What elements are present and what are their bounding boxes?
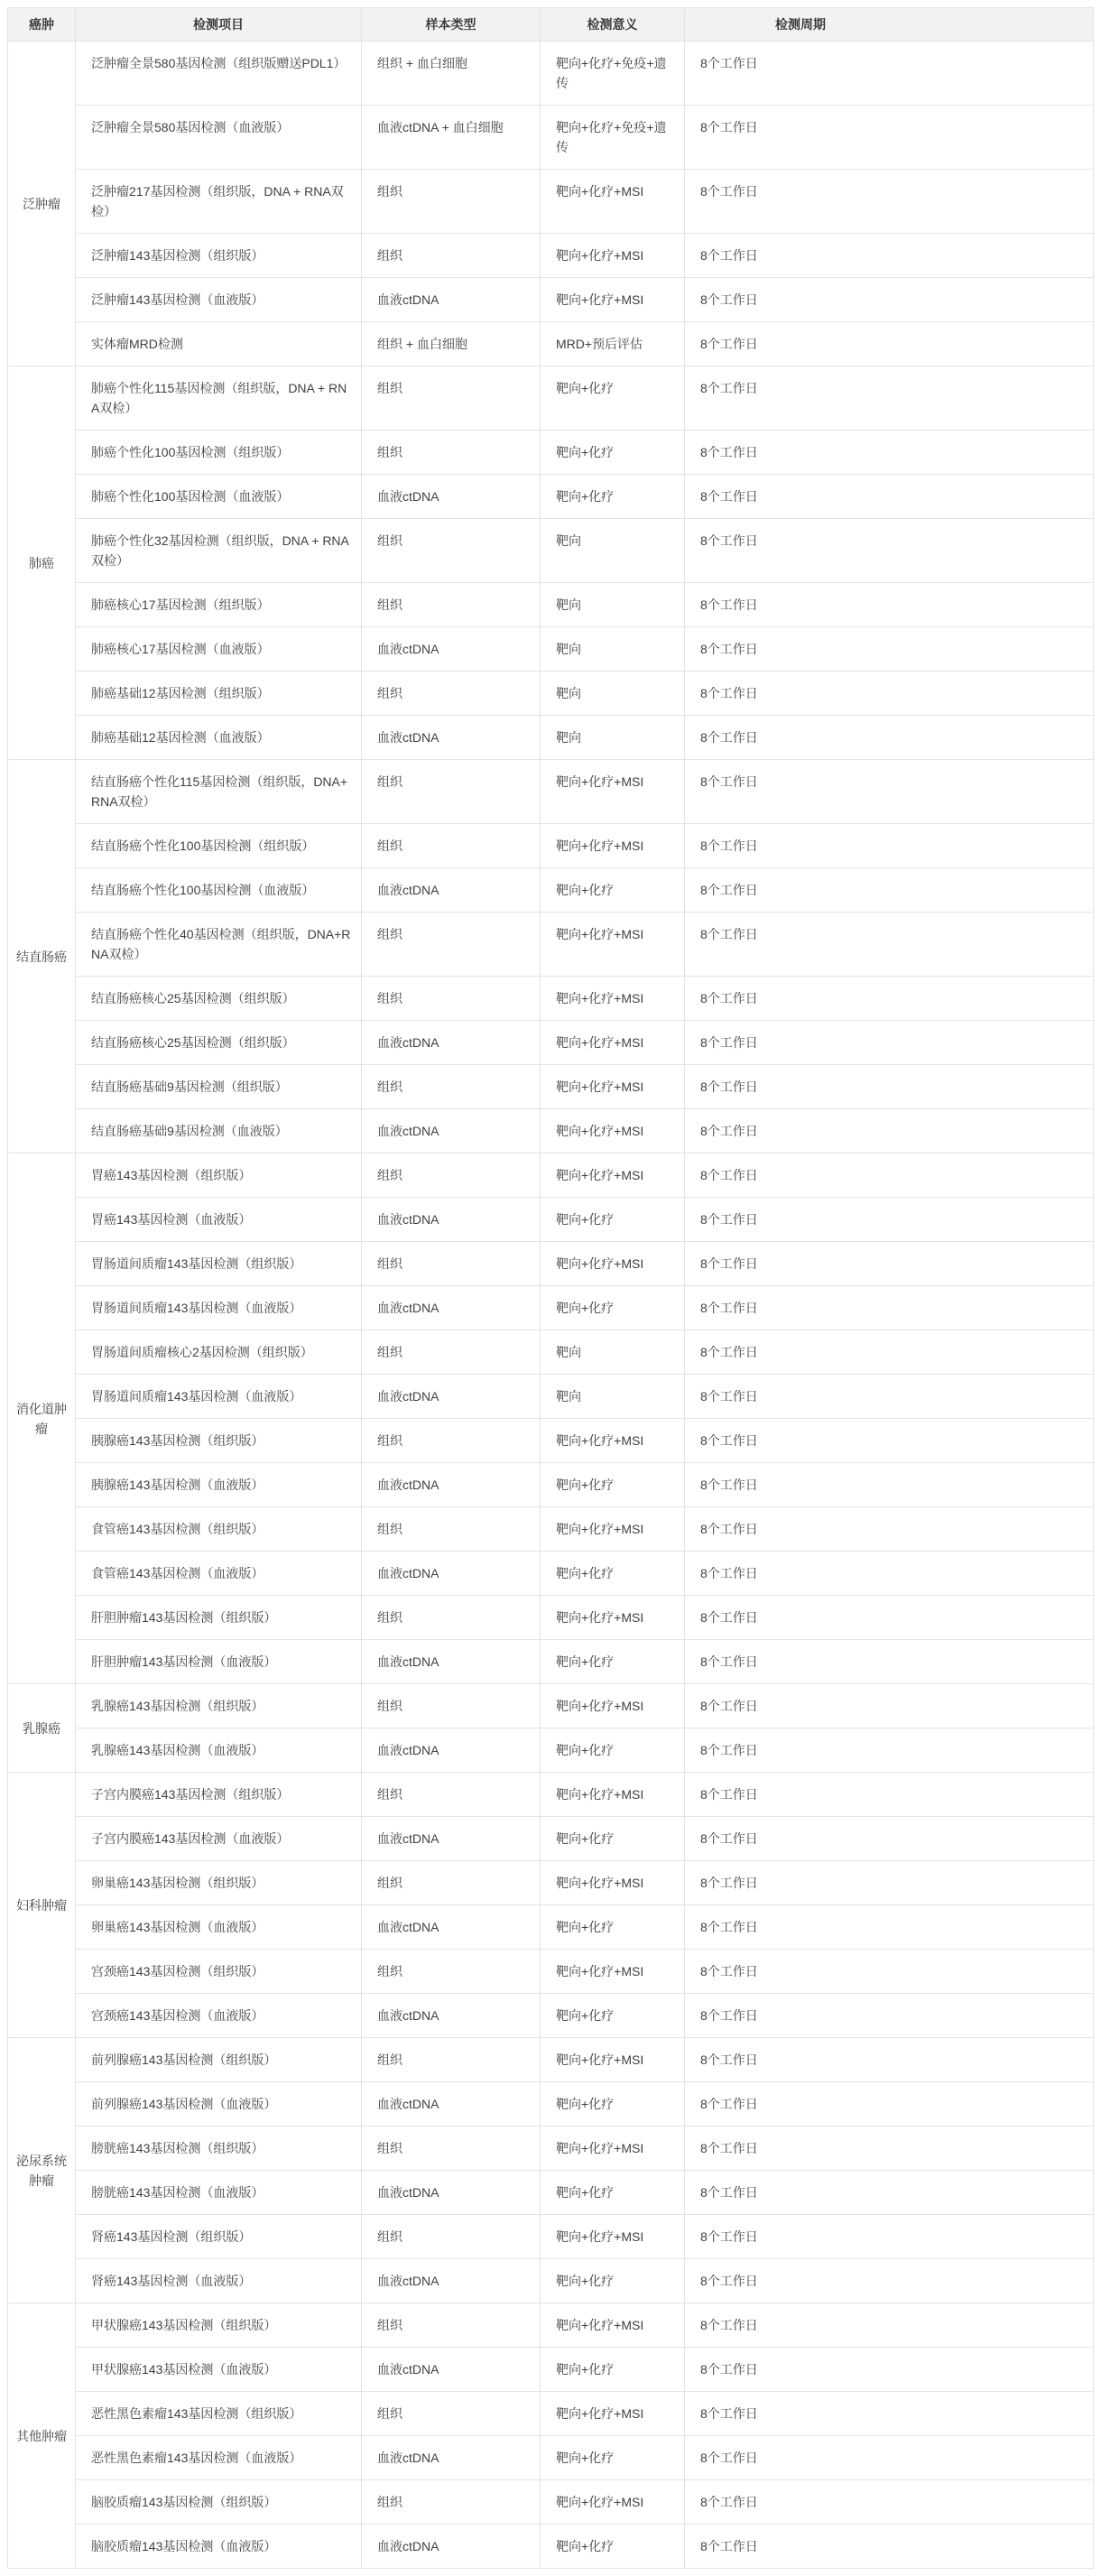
significance-cell: 靶向+化疗+MSI <box>541 2215 685 2259</box>
significance-cell: 靶向+化疗 <box>541 2259 685 2303</box>
cancer-type-cell: 结直肠癌 <box>8 760 76 1154</box>
table-row <box>8 672 1094 716</box>
test-name-cell: 子宫内膜癌143基因检测（组织版） <box>76 1773 362 1817</box>
turnaround-cell: 8个工作日 <box>685 1242 1094 1286</box>
table-row <box>8 1994 1094 2038</box>
turnaround-cell: 8个工作日 <box>685 106 1094 170</box>
sample-type-cell: 组织 <box>362 2127 541 2171</box>
table-row <box>8 627 1094 672</box>
significance-cell: 靶向+化疗+MSI <box>541 1021 685 1065</box>
turnaround-cell: 8个工作日 <box>685 2082 1094 2127</box>
turnaround-cell: 8个工作日 <box>685 1552 1094 1596</box>
sample-type-cell: 组织 <box>362 1684 541 1728</box>
table-row <box>8 106 1094 170</box>
turnaround-cell: 8个工作日 <box>685 1905 1094 1950</box>
table-row <box>8 475 1094 519</box>
significance-cell: 靶向+化疗+MSI <box>541 1242 685 1286</box>
test-name-cell: 宫颈癌143基因检测（组织版） <box>76 1950 362 1994</box>
table-row <box>8 2259 1094 2303</box>
table-row <box>8 977 1094 1021</box>
turnaround-cell: 8个工作日 <box>685 2436 1094 2480</box>
test-name-cell: 食管癌143基因检测（血液版） <box>76 1552 362 1596</box>
table-row <box>8 2436 1094 2480</box>
significance-cell: 靶向 <box>541 583 685 627</box>
sample-type-cell: 组织 <box>362 170 541 234</box>
cancer-type-cell: 泌尿系统肿瘤 <box>8 2038 76 2303</box>
test-name-cell: 胃肠道间质瘤143基因检测（血液版） <box>76 1286 362 1330</box>
turnaround-cell: 8个工作日 <box>685 170 1094 234</box>
table-row <box>8 1330 1094 1375</box>
sample-type-cell: 组织 <box>362 366 541 431</box>
table-row <box>8 1950 1094 1994</box>
significance-cell: 靶向+化疗+MSI <box>541 1861 685 1905</box>
table-row <box>8 1552 1094 1596</box>
sample-type-cell: 组织 <box>362 824 541 868</box>
table-row <box>8 2392 1094 2436</box>
sample-type-cell: 血液ctDNA <box>362 1375 541 1419</box>
test-name-cell: 泛肿瘤143基因检测（血液版） <box>76 278 362 322</box>
turnaround-cell: 8个工作日 <box>685 1154 1094 1198</box>
table-row <box>8 1154 1094 1198</box>
table-row <box>8 42 1094 106</box>
table-row <box>8 366 1094 431</box>
table-row <box>8 1065 1094 1109</box>
sample-type-cell: 组织 <box>362 1596 541 1640</box>
turnaround-cell: 8个工作日 <box>685 1463 1094 1507</box>
test-name-cell: 结直肠癌基础9基因检测（血液版） <box>76 1109 362 1154</box>
table-row <box>8 1507 1094 1552</box>
significance-cell: 靶向+化疗+MSI <box>541 1684 685 1728</box>
sample-type-cell: 血液ctDNA <box>362 278 541 322</box>
table-row <box>8 519 1094 583</box>
table-row <box>8 2082 1094 2127</box>
significance-cell: 靶向+化疗 <box>541 2348 685 2392</box>
turnaround-cell: 8个工作日 <box>685 760 1094 824</box>
test-name-cell: 结直肠癌个性化115基因检测（组织版，DNA+RNA双检） <box>76 760 362 824</box>
turnaround-cell: 8个工作日 <box>685 672 1094 716</box>
test-name-cell: 甲状腺癌143基因检测（血液版） <box>76 2348 362 2392</box>
table-row <box>8 716 1094 760</box>
test-name-cell: 前列腺癌143基因检测（组织版） <box>76 2038 362 2082</box>
turnaround-cell: 8个工作日 <box>685 1198 1094 1242</box>
sample-type-cell: 血液ctDNA <box>362 2082 541 2127</box>
sample-type-cell: 血液ctDNA <box>362 1552 541 1596</box>
significance-cell: 靶向+化疗+MSI <box>541 1109 685 1154</box>
table-row <box>8 278 1094 322</box>
test-name-cell: 肺癌核心17基因检测（血液版） <box>76 627 362 672</box>
turnaround-cell: 8个工作日 <box>685 716 1094 760</box>
test-name-cell: 乳腺癌143基因检测（血液版） <box>76 1728 362 1773</box>
test-name-cell: 结直肠癌核心25基因检测（组织版） <box>76 977 362 1021</box>
gene-test-table <box>7 7 1094 2569</box>
test-name-cell: 乳腺癌143基因检测（组织版） <box>76 1684 362 1728</box>
significance-cell: 靶向+化疗 <box>541 2436 685 2480</box>
significance-cell: 靶向+化疗 <box>541 2171 685 2215</box>
sample-type-cell: 血液ctDNA <box>362 868 541 913</box>
significance-cell: 靶向+化疗 <box>541 1994 685 2038</box>
significance-cell: 靶向+化疗+MSI <box>541 2480 685 2525</box>
significance-cell: 靶向+化疗+MSI <box>541 170 685 234</box>
turnaround-cell: 8个工作日 <box>685 2171 1094 2215</box>
significance-cell: 靶向+化疗 <box>541 1198 685 1242</box>
turnaround-cell: 8个工作日 <box>685 278 1094 322</box>
turnaround-cell: 8个工作日 <box>685 1684 1094 1728</box>
column-header-test-item: 检测项目 <box>76 8 362 42</box>
table-row <box>8 1419 1094 1463</box>
cancer-type-cell: 乳腺癌 <box>8 1684 76 1773</box>
test-name-cell: 膀胱癌143基因检测（组织版） <box>76 2127 362 2171</box>
sample-type-cell: 血液ctDNA <box>362 1640 541 1684</box>
turnaround-cell: 8个工作日 <box>685 42 1094 106</box>
significance-cell: 靶向+化疗 <box>541 868 685 913</box>
sample-type-cell: 血液ctDNA <box>362 1905 541 1950</box>
test-name-cell: 胃癌143基因检测（组织版） <box>76 1154 362 1198</box>
significance-cell: 靶向+化疗+MSI <box>541 234 685 278</box>
column-header-cancer-type: 癌肿 <box>8 8 76 42</box>
significance-cell: 靶向+化疗+MSI <box>541 1065 685 1109</box>
test-name-cell: 卵巢癌143基因检测（血液版） <box>76 1905 362 1950</box>
test-name-cell: 结直肠癌核心25基因检测（组织版） <box>76 1021 362 1065</box>
table-row <box>8 322 1094 366</box>
table-row <box>8 1242 1094 1286</box>
turnaround-cell: 8个工作日 <box>685 913 1094 977</box>
test-name-cell: 脑胶质瘤143基因检测（血液版） <box>76 2525 362 2569</box>
turnaround-cell: 8个工作日 <box>685 519 1094 583</box>
table-row <box>8 2038 1094 2082</box>
sample-type-cell: 组织 <box>362 2392 541 2436</box>
turnaround-cell: 8个工作日 <box>685 1994 1094 2038</box>
test-name-cell: 膀胱癌143基因检测（血液版） <box>76 2171 362 2215</box>
table-row <box>8 2215 1094 2259</box>
sample-type-cell: 组织 <box>362 760 541 824</box>
turnaround-cell: 8个工作日 <box>685 2215 1094 2259</box>
turnaround-cell: 8个工作日 <box>685 1375 1094 1419</box>
cancer-type-cell: 其他肿瘤 <box>8 2303 76 2569</box>
sample-type-cell: 血液ctDNA <box>362 1109 541 1154</box>
sample-type-cell: 血液ctDNA <box>362 1463 541 1507</box>
test-name-cell: 泛肿瘤217基因检测（组织版，DNA + RNA双检） <box>76 170 362 234</box>
significance-cell: 靶向+化疗 <box>541 1817 685 1861</box>
significance-cell: 靶向+化疗+免疫+遗传 <box>541 42 685 106</box>
sample-type-cell: 组织 <box>362 2215 541 2259</box>
significance-cell: 靶向+化疗 <box>541 1552 685 1596</box>
table-row <box>8 2525 1094 2569</box>
table-row <box>8 2348 1094 2392</box>
test-name-cell: 前列腺癌143基因检测（血液版） <box>76 2082 362 2127</box>
significance-cell: 靶向+化疗+MSI <box>541 1596 685 1640</box>
turnaround-cell: 8个工作日 <box>685 1817 1094 1861</box>
significance-cell: 靶向 <box>541 716 685 760</box>
turnaround-cell: 8个工作日 <box>685 1330 1094 1375</box>
significance-cell: 靶向+化疗+MSI <box>541 824 685 868</box>
table-row <box>8 1773 1094 1817</box>
test-name-cell: 肺癌基础12基因检测（血液版） <box>76 716 362 760</box>
turnaround-cell: 8个工作日 <box>685 366 1094 431</box>
sample-type-cell: 血液ctDNA <box>362 627 541 672</box>
test-name-cell: 卵巢癌143基因检测（组织版） <box>76 1861 362 1905</box>
turnaround-cell: 8个工作日 <box>685 2480 1094 2525</box>
table-row <box>8 1684 1094 1728</box>
significance-cell: 靶向+化疗 <box>541 1286 685 1330</box>
turnaround-cell: 8个工作日 <box>685 2259 1094 2303</box>
sample-type-cell: 血液ctDNA <box>362 1198 541 1242</box>
sample-type-cell: 血液ctDNA <box>362 1286 541 1330</box>
sample-type-cell: 组织 <box>362 1773 541 1817</box>
test-name-cell: 甲状腺癌143基因检测（组织版） <box>76 2303 362 2348</box>
table-row <box>8 1375 1094 1419</box>
turnaround-cell: 8个工作日 <box>685 431 1094 475</box>
sample-type-cell: 组织 <box>362 234 541 278</box>
significance-cell: 靶向+化疗 <box>541 2525 685 2569</box>
significance-cell: 靶向+化疗 <box>541 1905 685 1950</box>
significance-cell: 靶向+化疗 <box>541 1640 685 1684</box>
table-row <box>8 583 1094 627</box>
table-row <box>8 1463 1094 1507</box>
test-name-cell: 结直肠癌个性化40基因检测（组织版，DNA+RNA双检） <box>76 913 362 977</box>
turnaround-cell: 8个工作日 <box>685 2348 1094 2392</box>
sample-type-cell: 血液ctDNA <box>362 2436 541 2480</box>
test-name-cell: 肾癌143基因检测（组织版） <box>76 2215 362 2259</box>
cancer-type-cell: 泛肿瘤 <box>8 42 76 366</box>
sample-type-cell: 组织 <box>362 913 541 977</box>
table-row <box>8 1109 1094 1154</box>
sample-type-cell: 组织 <box>362 1861 541 1905</box>
sample-type-cell: 血液ctDNA <box>362 475 541 519</box>
test-name-cell: 肺癌核心17基因检测（组织版） <box>76 583 362 627</box>
test-name-cell: 胃癌143基因检测（血液版） <box>76 1198 362 1242</box>
table-body <box>8 42 1094 2569</box>
cancer-type-cell: 妇科肿瘤 <box>8 1773 76 2038</box>
test-name-cell: 肺癌个性化32基因检测（组织版，DNA + RNA双检） <box>76 519 362 583</box>
sample-type-cell: 组织 <box>362 1419 541 1463</box>
turnaround-cell: 8个工作日 <box>685 2303 1094 2348</box>
significance-cell: 靶向+化疗+MSI <box>541 1773 685 1817</box>
turnaround-cell: 8个工作日 <box>685 977 1094 1021</box>
significance-cell: 靶向+化疗 <box>541 366 685 431</box>
significance-cell: 靶向 <box>541 1330 685 1375</box>
table-row <box>8 1640 1094 1684</box>
test-name-cell: 肺癌个性化100基因检测（血液版） <box>76 475 362 519</box>
test-name-cell: 实体瘤MRD检测 <box>76 322 362 366</box>
column-header-significance: 检测意义 <box>541 8 685 42</box>
significance-cell: 靶向+化疗 <box>541 2082 685 2127</box>
sample-type-cell: 组织 <box>362 1950 541 1994</box>
table-row <box>8 1728 1094 1773</box>
table-row <box>8 431 1094 475</box>
cancer-type-cell: 肺癌 <box>8 366 76 760</box>
sample-type-cell: 组织 + 血白细胞 <box>362 322 541 366</box>
turnaround-cell: 8个工作日 <box>685 1109 1094 1154</box>
table-row <box>8 913 1094 977</box>
significance-cell: 靶向+化疗 <box>541 475 685 519</box>
sample-type-cell: 血液ctDNA <box>362 2525 541 2569</box>
significance-cell: 靶向+化疗+免疫+遗传 <box>541 106 685 170</box>
significance-cell: 靶向+化疗+MSI <box>541 2127 685 2171</box>
turnaround-cell: 8个工作日 <box>685 1861 1094 1905</box>
turnaround-cell: 8个工作日 <box>685 1728 1094 1773</box>
table-header-row <box>8 8 1094 42</box>
sample-type-cell: 血液ctDNA + 血白细胞 <box>362 106 541 170</box>
turnaround-cell: 8个工作日 <box>685 475 1094 519</box>
test-name-cell: 脑胶质瘤143基因检测（组织版） <box>76 2480 362 2525</box>
turnaround-cell: 8个工作日 <box>685 1773 1094 1817</box>
test-name-cell: 肺癌个性化115基因检测（组织版，DNA + RNA双检） <box>76 366 362 431</box>
significance-cell: 靶向+化疗+MSI <box>541 2303 685 2348</box>
sample-type-cell: 血液ctDNA <box>362 1728 541 1773</box>
sample-type-cell: 组织 <box>362 1242 541 1286</box>
significance-cell: 靶向+化疗 <box>541 431 685 475</box>
significance-cell: 靶向+化疗+MSI <box>541 760 685 824</box>
significance-cell: 靶向 <box>541 672 685 716</box>
significance-cell: 靶向+化疗+MSI <box>541 278 685 322</box>
sample-type-cell: 组织 <box>362 1154 541 1198</box>
significance-cell: 靶向+化疗+MSI <box>541 1507 685 1552</box>
test-name-cell: 结直肠癌个性化100基因检测（血液版） <box>76 868 362 913</box>
turnaround-cell: 8个工作日 <box>685 1507 1094 1552</box>
sample-type-cell: 血液ctDNA <box>362 1994 541 2038</box>
column-header-sample-type: 样本类型 <box>362 8 541 42</box>
sample-type-cell: 组织 <box>362 2038 541 2082</box>
turnaround-cell: 8个工作日 <box>685 234 1094 278</box>
turnaround-cell: 8个工作日 <box>685 824 1094 868</box>
significance-cell: 靶向+化疗+MSI <box>541 1419 685 1463</box>
turnaround-cell: 8个工作日 <box>685 1596 1094 1640</box>
sample-type-cell: 组织 <box>362 431 541 475</box>
table-row <box>8 868 1094 913</box>
test-name-cell: 泛肿瘤全景580基因检测（血液版） <box>76 106 362 170</box>
table-row <box>8 234 1094 278</box>
turnaround-cell: 8个工作日 <box>685 322 1094 366</box>
table-row <box>8 1817 1094 1861</box>
test-name-cell: 肾癌143基因检测（血液版） <box>76 2259 362 2303</box>
table-row <box>8 1861 1094 1905</box>
turnaround-cell: 8个工作日 <box>685 583 1094 627</box>
table-row <box>8 1905 1094 1950</box>
sample-type-cell: 血液ctDNA <box>362 1817 541 1861</box>
significance-cell: 靶向+化疗+MSI <box>541 2038 685 2082</box>
test-name-cell: 结直肠癌个性化100基因检测（组织版） <box>76 824 362 868</box>
significance-cell: 靶向+化疗+MSI <box>541 2392 685 2436</box>
table-row <box>8 1286 1094 1330</box>
table-row <box>8 824 1094 868</box>
sample-type-cell: 组织 <box>362 672 541 716</box>
test-name-cell: 泛肿瘤全景580基因检测（组织版赠送PDL1） <box>76 42 362 106</box>
significance-cell: 靶向+化疗+MSI <box>541 913 685 977</box>
column-header-turnaround: 检测周期 <box>685 8 1094 42</box>
test-name-cell: 泛肿瘤143基因检测（组织版） <box>76 234 362 278</box>
sample-type-cell: 组织 <box>362 2303 541 2348</box>
sample-type-cell: 组织 <box>362 1330 541 1375</box>
significance-cell: 靶向 <box>541 627 685 672</box>
sample-type-cell: 组织 <box>362 583 541 627</box>
table-row <box>8 2171 1094 2215</box>
table-row <box>8 1198 1094 1242</box>
test-name-cell: 食管癌143基因检测（组织版） <box>76 1507 362 1552</box>
turnaround-cell: 8个工作日 <box>685 2525 1094 2569</box>
turnaround-cell: 8个工作日 <box>685 2127 1094 2171</box>
turnaround-cell: 8个工作日 <box>685 1286 1094 1330</box>
test-name-cell: 肝胆肿瘤143基因检测（血液版） <box>76 1640 362 1684</box>
turnaround-cell: 8个工作日 <box>685 1640 1094 1684</box>
sample-type-cell: 血液ctDNA <box>362 2171 541 2215</box>
significance-cell: 靶向 <box>541 1375 685 1419</box>
significance-cell: 靶向+化疗 <box>541 1463 685 1507</box>
table-row <box>8 170 1094 234</box>
sample-type-cell: 血液ctDNA <box>362 2348 541 2392</box>
test-name-cell: 胰腺癌143基因检测（组织版） <box>76 1419 362 1463</box>
significance-cell: 靶向+化疗 <box>541 1728 685 1773</box>
significance-cell: 靶向+化疗+MSI <box>541 977 685 1021</box>
test-name-cell: 子宫内膜癌143基因检测（血液版） <box>76 1817 362 1861</box>
table-row <box>8 760 1094 824</box>
sample-type-cell: 组织 <box>362 519 541 583</box>
turnaround-cell: 8个工作日 <box>685 2038 1094 2082</box>
table-row <box>8 2480 1094 2525</box>
turnaround-cell: 8个工作日 <box>685 1950 1094 1994</box>
significance-cell: 靶向+化疗+MSI <box>541 1950 685 1994</box>
sample-type-cell: 组织 <box>362 1507 541 1552</box>
significance-cell: MRD+预后评估 <box>541 322 685 366</box>
sample-type-cell: 组织 + 血白细胞 <box>362 42 541 106</box>
test-name-cell: 胰腺癌143基因检测（血液版） <box>76 1463 362 1507</box>
test-name-cell: 恶性黑色素瘤143基因检测（血液版） <box>76 2436 362 2480</box>
turnaround-cell: 8个工作日 <box>685 2392 1094 2436</box>
sample-type-cell: 血液ctDNA <box>362 2259 541 2303</box>
sample-type-cell: 血液ctDNA <box>362 716 541 760</box>
test-name-cell: 肺癌个性化100基因检测（组织版） <box>76 431 362 475</box>
significance-cell: 靶向+化疗+MSI <box>541 1154 685 1198</box>
test-name-cell: 肝胆肿瘤143基因检测（组织版） <box>76 1596 362 1640</box>
table-row <box>8 2127 1094 2171</box>
sample-type-cell: 组织 <box>362 1065 541 1109</box>
sample-type-cell: 组织 <box>362 2480 541 2525</box>
test-name-cell: 恶性黑色素瘤143基因检测（组织版） <box>76 2392 362 2436</box>
test-name-cell: 宫颈癌143基因检测（血液版） <box>76 1994 362 2038</box>
table-row <box>8 1596 1094 1640</box>
table-row <box>8 1021 1094 1065</box>
significance-cell: 靶向 <box>541 519 685 583</box>
test-name-cell: 胃肠道间质瘤143基因检测（血液版） <box>76 1375 362 1419</box>
turnaround-cell: 8个工作日 <box>685 1065 1094 1109</box>
cancer-type-cell: 消化道肿瘤 <box>8 1154 76 1684</box>
test-name-cell: 肺癌基础12基因检测（组织版） <box>76 672 362 716</box>
turnaround-cell: 8个工作日 <box>685 1021 1094 1065</box>
table-row <box>8 2303 1094 2348</box>
turnaround-cell: 8个工作日 <box>685 627 1094 672</box>
sample-type-cell: 组织 <box>362 977 541 1021</box>
sample-type-cell: 血液ctDNA <box>362 1021 541 1065</box>
test-name-cell: 胃肠道间质瘤143基因检测（组织版） <box>76 1242 362 1286</box>
test-name-cell: 胃肠道间质瘤核心2基因检测（组织版） <box>76 1330 362 1375</box>
turnaround-cell: 8个工作日 <box>685 1419 1094 1463</box>
turnaround-cell: 8个工作日 <box>685 868 1094 913</box>
test-name-cell: 结直肠癌基础9基因检测（组织版） <box>76 1065 362 1109</box>
